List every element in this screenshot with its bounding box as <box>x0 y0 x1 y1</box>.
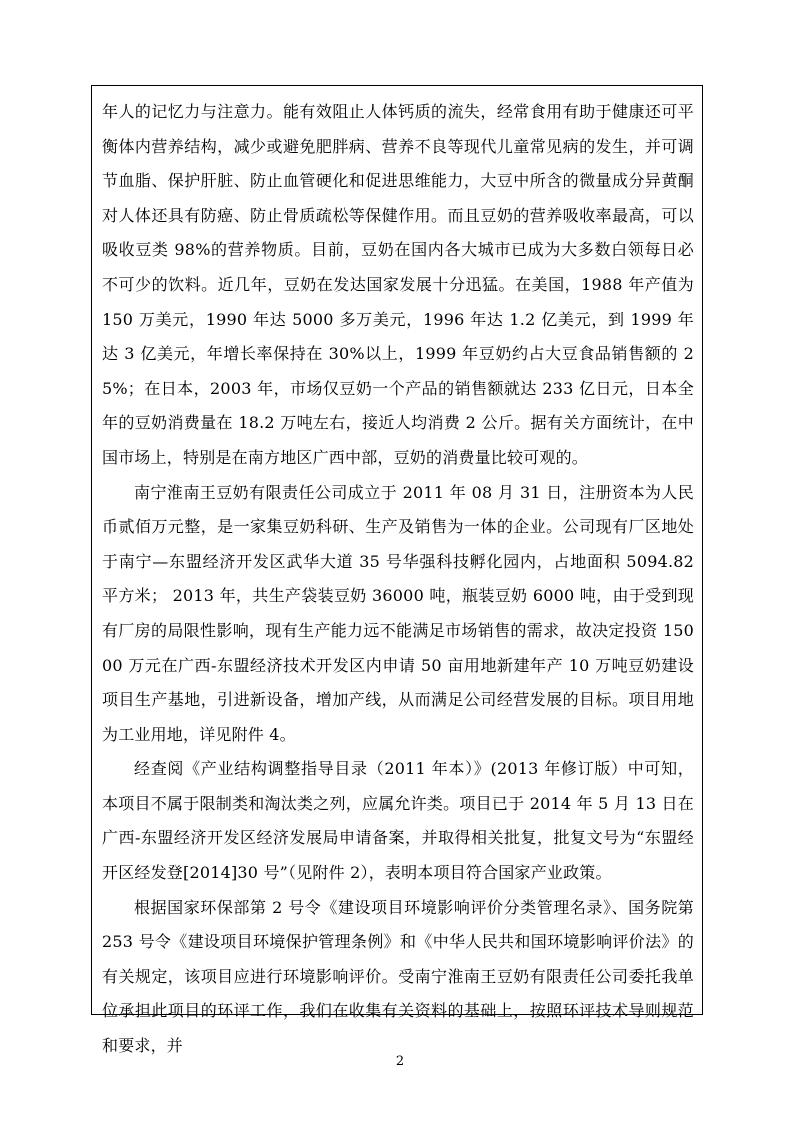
content-frame <box>91 85 703 1056</box>
paragraph-4: 根据国家环保部第 2 号令《建设项目环境影响评价分类管理名录》、国务院第 253 号令《建设项目环境保护管理条例》和《中华人民共和国环境影响评价法》的有关规定，该项目应进行环境影响评价。受南宁淮南王豆奶有限责任公司委托我单位承担此项目的环评工作，我们在收集有关资料的基础上，按照环评技术导则规范和要求，并 <box>102 897 694 1056</box>
paragraph-1: 年人的记忆力与注意力。能有效阻止人体钙质的流失，经常食用有助于健康还可平衡体内营养结构，减少或避免肥胖病、营养不良等现代儿童常见病的发生，并可调节血脂、保护肝脏、防止血管硬化和促进思维能力，大豆中所含的微量成分异黄酮对人体还具有防癌、防止骨质疏松等保健作用。而且豆奶的营养吸收率最高，可以吸收豆类 98%的营养物质。目前，豆奶在国内各大城市已成为大多数白领每日必不可少的饮料。近几年，豆奶在发达国家发展十分迅猛。在美国，1988 年产值为 150 万美元，1990 年达 5000 多万美元，1996 年达 1.2 亿美元，到 1999 年达 3 亿美元，年增长率保持在 30%以上，1999 年豆奶约占大豆食品销售额的 25%；在日本，2003 年，市场仅豆奶一个产品的销售额就达 233 亿日元，日本全年的豆奶消费量在 18.2 万吨左右，接近人均消费 2 公斤。据有关方面统计，在中国市场上，特别是在南方地区广西中部，豆奶的消费量比较可观的。 <box>102 102 694 467</box>
page-number: 2 <box>395 1054 405 1069</box>
paragraph-3: 经查阅《产业结构调整指导目录（2011 年本）》(2013 年修订版）中可知，本项目不属于限制类和淘汰类之列，应属允许类。项目已于 2014 年 5 月 13 日在广西-东盟经济开发区经济发展局申请备案，并取得相关批复，批复文号为“东盟经开区经发登[2014]30 号”（见附件 2），表明本项目符合国家产业政策。 <box>102 759 694 883</box>
paragraph-2: 南宁淮南王豆奶有限责任公司成立于 2011 年 08 月 31 日，注册资本为人民币贰佰万元整，是一家集豆奶科研、生产及销售为一体的企业。公司现有厂区地处于南宁—东盟经济开发区武华大道 35 号华强科技孵化园内，占地面积 5094.82 平方米； 2013 年，共生产袋装豆奶 36000 吨，瓶装豆奶 6000 吨，由于受到现有厂房的局限性影响，现有生产能力远不能满足市场销售的需求，故决定投资 15000 万元在广西-东盟经济技术开发区内申请 50 亩用地新建年产 10 万吨豆奶建设项目生产基地，引进新设备，增加产线，从而满足公司经营发展的目标。项目用地为工业用地，详见附件 4。 <box>102 482 694 744</box>
